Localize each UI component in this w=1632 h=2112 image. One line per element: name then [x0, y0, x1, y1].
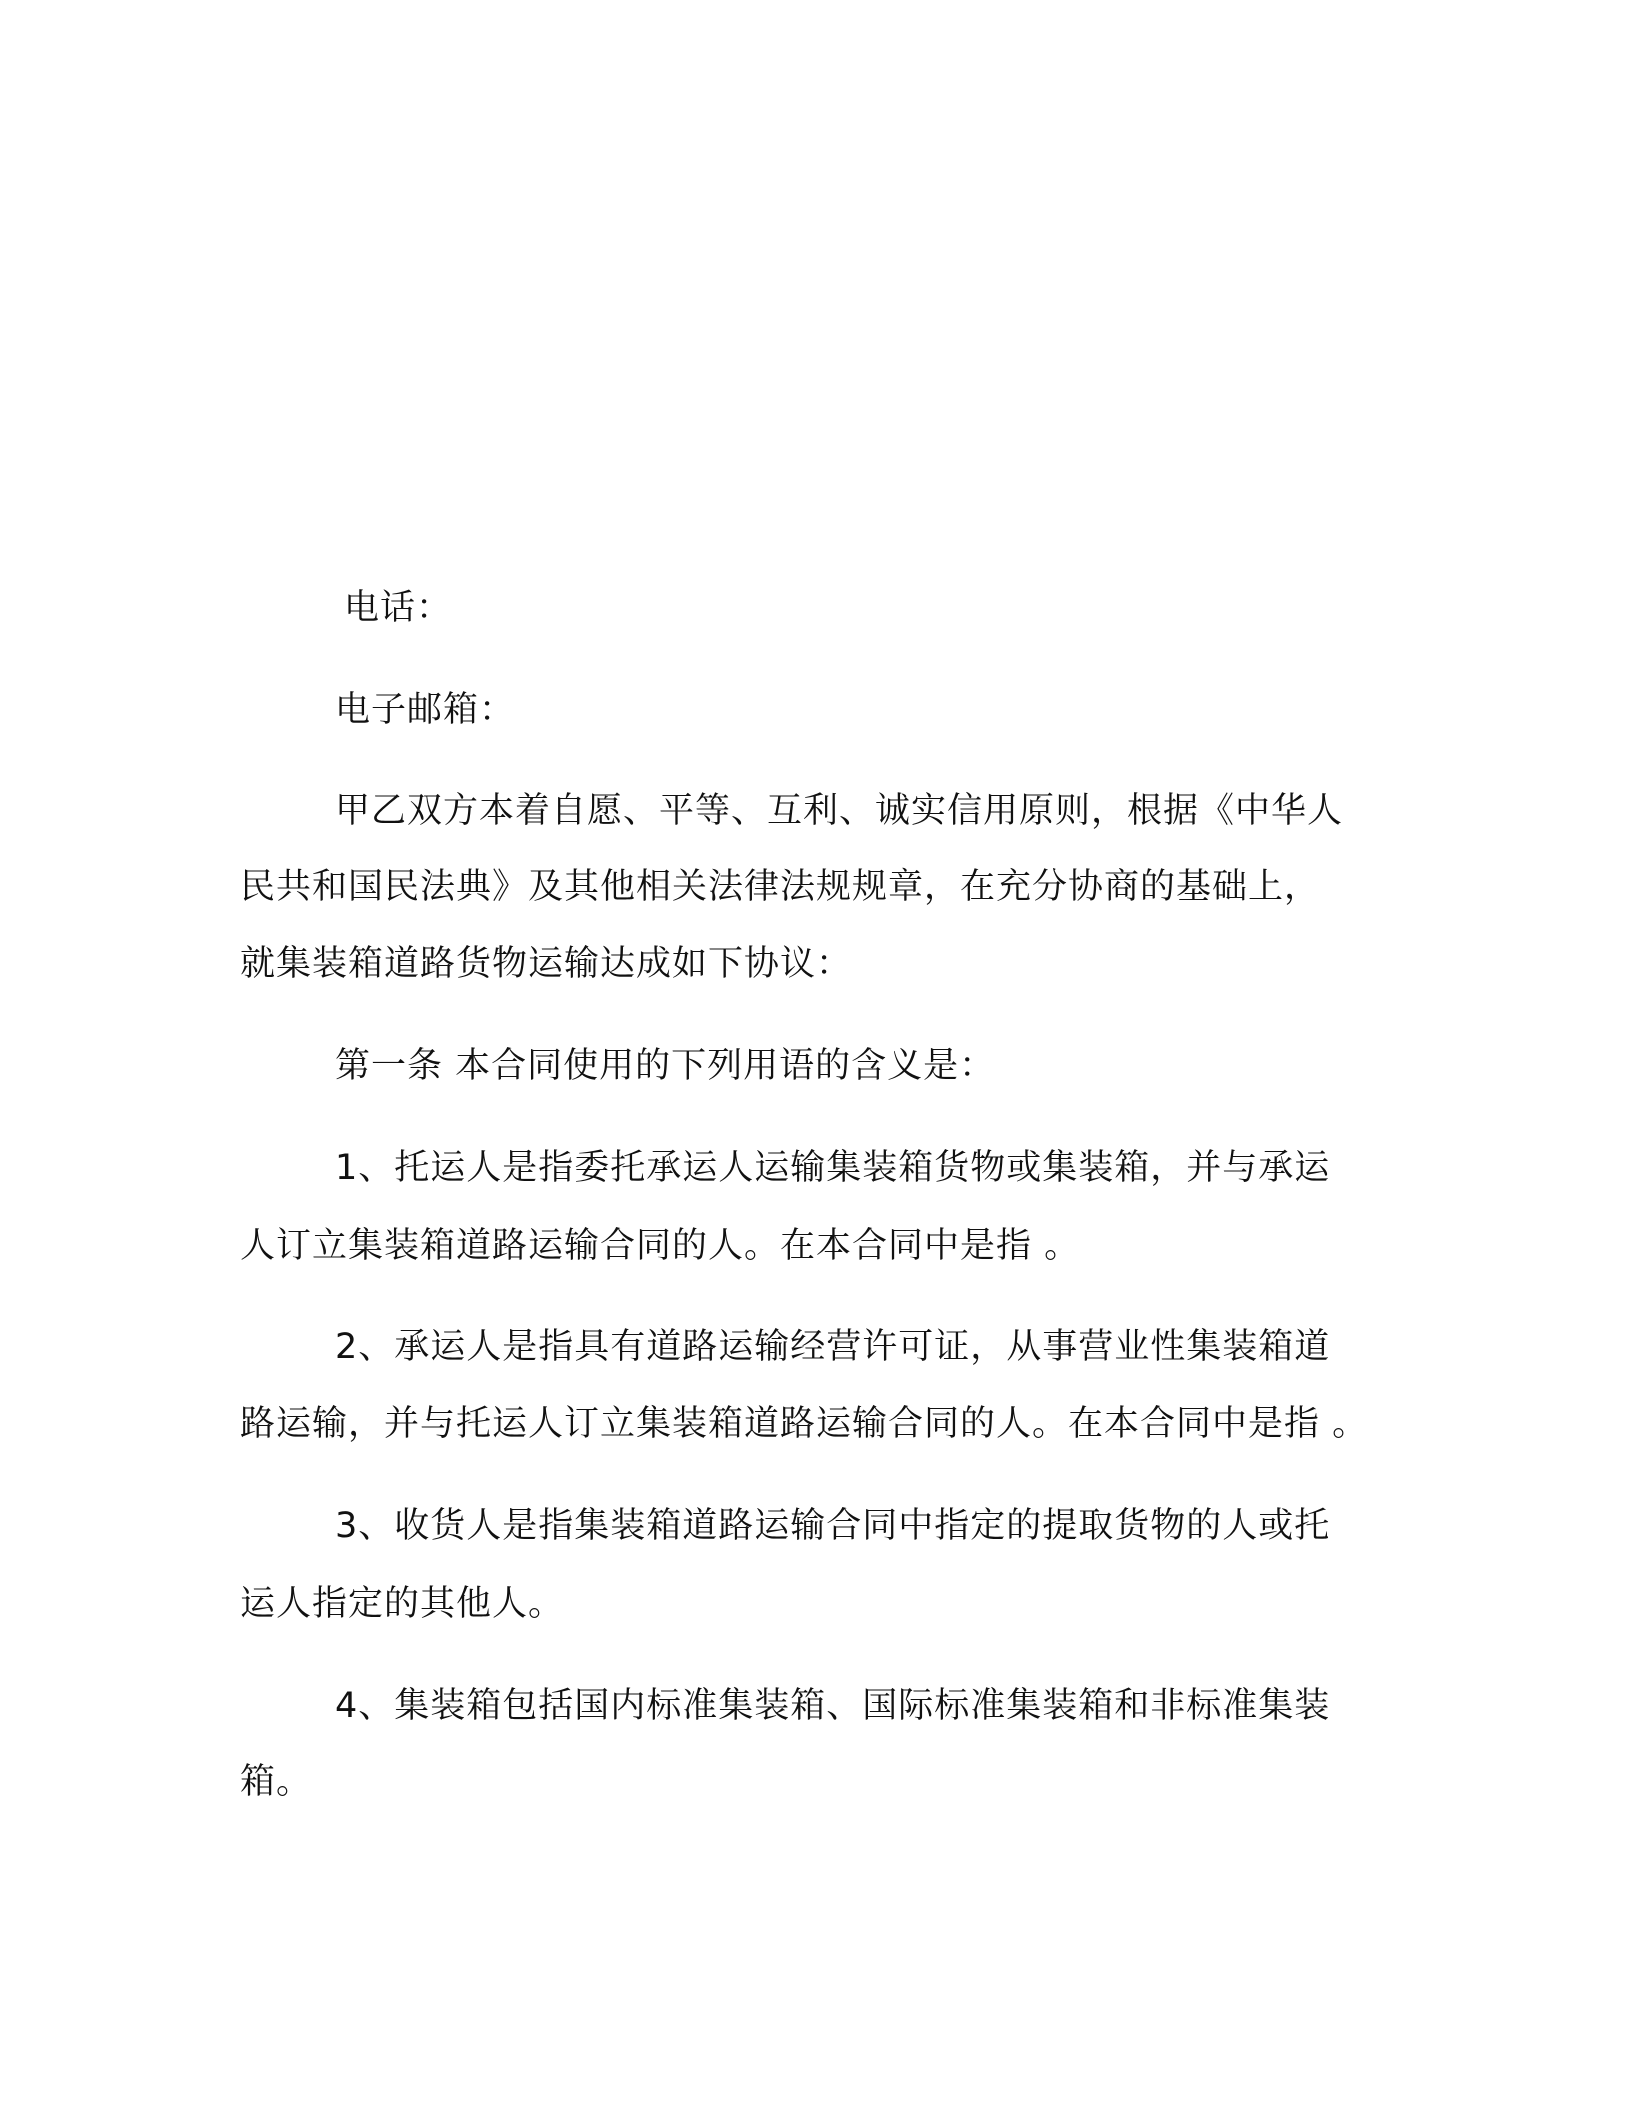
clause-4-line-1: 4、集装箱包括国内标准集装箱、国际标准集装箱和非标准集装 [335, 1686, 1331, 1726]
clause-1-line-1: 1、托运人是指委托承运人运输集装箱货物或集装箱，并与承运 [335, 1148, 1331, 1188]
preamble-line-2: 民共和国民法典》及其他相关法律法规规章，在充分协商的基础上， [240, 867, 1321, 907]
clause-4-line-2: 箱。 [240, 1762, 313, 1802]
preamble-line-3: 就集装箱道路货物运输达成如下协议： [240, 944, 853, 984]
phone-label: 电话： [344, 588, 453, 628]
clause-3-line-2: 运人指定的其他人。 [240, 1584, 565, 1624]
clause-2-line-2: 路运输，并与托运人订立集装箱道路运输合同的人。在本合同中是指 。 [240, 1404, 1369, 1444]
email-label: 电子邮箱： [335, 690, 516, 730]
clause-1-line-2: 人订立集装箱道路运输合同的人。在本合同中是指 。 [240, 1226, 1081, 1266]
article-1-heading: 第一条 本合同使用的下列用语的含义是： [335, 1046, 996, 1086]
clause-2-line-1: 2、承运人是指具有道路运输经营许可证，从事营业性集装箱道 [335, 1327, 1331, 1367]
clause-3-line-1: 3、收货人是指集装箱道路运输合同中指定的提取货物的人或托 [335, 1506, 1331, 1546]
preamble-line-1: 甲乙双方本着自愿、平等、互利、诚实信用原则，根据《中华人 [335, 791, 1344, 831]
